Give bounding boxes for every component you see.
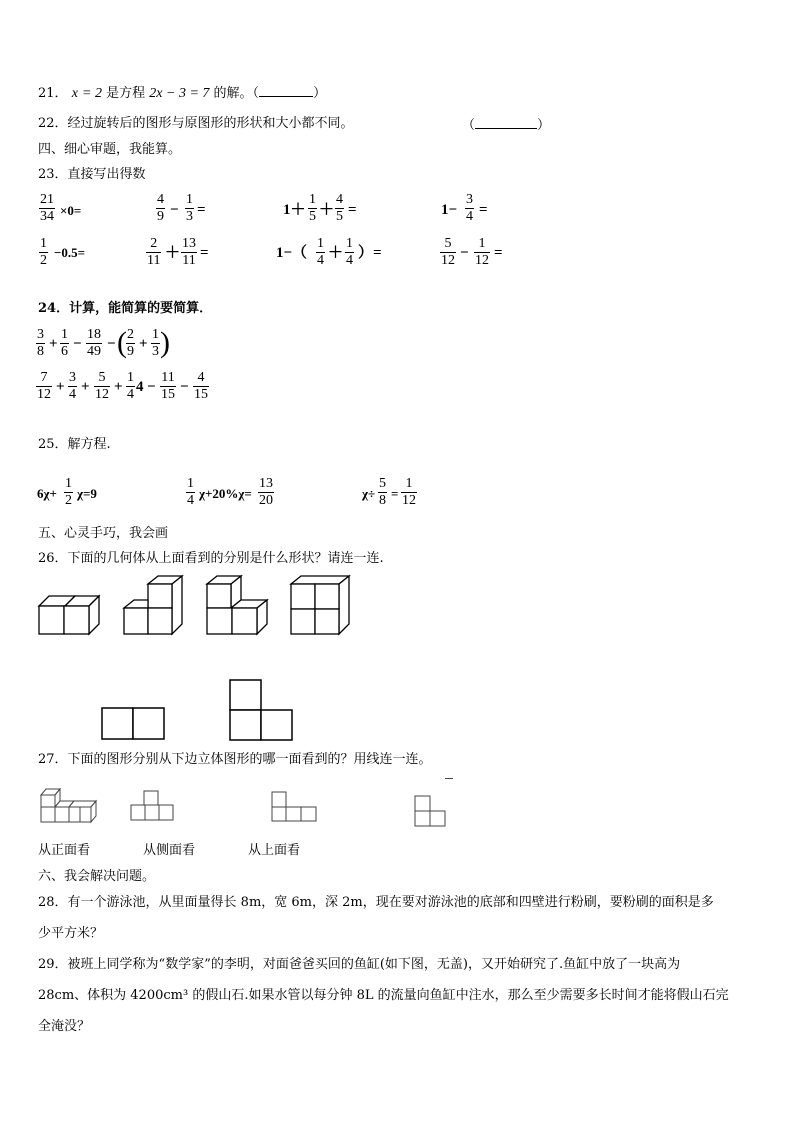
q25-eq3-frac2: 1 12 — [402, 476, 416, 508]
q23-p4-tail: = — [479, 202, 488, 218]
q27-scan-mark — [445, 778, 453, 779]
q23-p6-frac2: 13 11 — [182, 236, 196, 268]
q25-eq2-frac2: 13 20 — [259, 476, 273, 508]
q24-e2-mid: 4 — [136, 379, 144, 395]
q23-p7-tail: ）= — [358, 245, 382, 261]
q24-e2-op4: − — [147, 379, 156, 395]
q26-title: 26．下面的几何体从上面看到的分别是什么形状？请连一连. — [38, 551, 384, 566]
q24-e2-op1: + — [56, 379, 65, 395]
q24-e1-f2: 1 6 — [61, 327, 68, 359]
q23-p7-frac1: 1 4 — [317, 236, 324, 268]
q23-p1-tail: ×0= — [60, 203, 82, 218]
q24-e2-f5: 11 15 — [161, 370, 175, 402]
q24-e1-op2: − — [73, 336, 82, 352]
q24-e1-f1: 3 8 — [37, 327, 44, 359]
q21-line — [38, 84, 326, 102]
q24-e1-f4: 2 9 — [127, 327, 134, 359]
q22-text: 22．经过旋转后的图形与原图形的形状和大小都不同。 — [38, 116, 354, 131]
q21-text2: 的解。（ — [213, 86, 260, 101]
q23-p6-frac1: 2 11 — [147, 236, 161, 268]
q24-e2-op2: + — [81, 379, 90, 395]
q23-p7-frac2: 1 4 — [346, 236, 353, 268]
q27-solid — [38, 785, 100, 825]
q27-label-front: 从正面看 — [38, 843, 91, 858]
q23-p6-tail: = — [200, 245, 209, 261]
q21-text: 是方程 — [106, 86, 146, 101]
q23-p7-lead: 1−（ — [276, 245, 308, 261]
q23-p3-lead: 1＋ — [283, 202, 306, 218]
q23-p8-frac1: 5 12 — [441, 236, 455, 268]
q26-view-two-squares — [101, 707, 167, 741]
q25-eq3-lead: χ÷ — [362, 486, 376, 501]
q23-p2-op: − — [170, 202, 179, 218]
section-5-title: 五、心灵手巧，我会画 — [38, 526, 169, 541]
q23-p3-frac2: 4 5 — [336, 192, 343, 224]
q23-p8-tail: = — [494, 245, 503, 261]
q23-title: 23．直接写出得数 — [38, 167, 146, 182]
q21-x: x — [71, 86, 78, 101]
q24-e2-f1: 7 12 — [37, 370, 51, 402]
q27-view-1 — [130, 790, 176, 822]
q23-p5-frac: 1 2 — [40, 236, 47, 268]
q23-p2-frac1: 4 9 — [157, 192, 164, 224]
q25-eq3-mid: = — [391, 486, 399, 501]
q24-e1-op1: + — [49, 336, 58, 352]
q25-eq2-frac: 1 4 — [187, 476, 194, 508]
q26-solid-4 — [289, 574, 351, 636]
q21-eq-value: = 2 — [82, 86, 102, 101]
q22-open: （ — [462, 118, 476, 133]
q23-p8-frac2: 1 12 — [475, 236, 489, 268]
q24-e2-f4: 1 4 — [127, 370, 134, 402]
q26-solid-3 — [205, 574, 269, 636]
q23-p3-frac1: 1 5 — [309, 192, 316, 224]
q23-p2-tail: = — [197, 202, 206, 218]
q29-line1: 29．被班上同学称为“数学家”的李明，对面爸爸买回的鱼缸(如下图，无盖)，又开始研究了.鱼缸中放了一块高为 — [38, 957, 681, 972]
q21-close: ） — [313, 86, 327, 101]
q22-answer — [462, 116, 550, 134]
q23-p3-op: ＋ — [319, 202, 335, 218]
q23-p6-op: ＋ — [165, 245, 181, 261]
q23-p3-tail: = — [348, 202, 357, 218]
q23-p4-frac: 3 4 — [466, 192, 473, 224]
q24-e2-op5: − — [180, 379, 189, 395]
q23-p2-frac2: 1 3 — [186, 192, 193, 224]
q23-p4-lead: 1− — [441, 202, 458, 218]
q21-expression: 2x − 3 = 7 — [149, 86, 210, 101]
q24-e2-f3: 5 12 — [95, 370, 109, 402]
q29-line2: 28cm、体积为 4200cm³ 的假山石.如果水管以每分钟 8L 的流量向鱼缸中注水，那么至少需要多长时间才能将假山石完 — [38, 988, 729, 1003]
q25-eq1-tail: χ=9 — [77, 486, 97, 501]
q27-label-top: 从上面看 — [248, 843, 301, 858]
q25-eq1-lead: 6χ+ — [37, 486, 57, 501]
q21-answer-blank[interactable] — [259, 84, 313, 97]
q26-view-l-shape — [229, 679, 295, 742]
q22-close: ） — [537, 118, 551, 133]
q25-title: 25．解方程. — [38, 437, 111, 452]
q26-solid-1 — [37, 590, 101, 636]
q25-eq2-mid: χ+20%χ= — [199, 486, 252, 501]
q24-e1-rparen: ) — [160, 326, 170, 359]
q26-solid-2 — [122, 574, 184, 636]
q27-view-2 — [271, 791, 319, 823]
section-4-title: 四、细心审题，我能算。 — [38, 142, 182, 157]
q25-eq1-frac: 1 2 — [65, 476, 72, 508]
q22-answer-blank[interactable] — [475, 116, 537, 129]
q29-line3: 全淹没？ — [38, 1019, 91, 1034]
q21-number: 21． — [38, 86, 68, 101]
q28-line2: 少平方米？ — [38, 926, 104, 941]
q24-title: 24．计算，能简算的要简算． — [38, 301, 213, 316]
q24-e1-f3: 18 49 — [87, 327, 101, 359]
q27-title: 27．下面的图形分别从下边立体图形的哪一面看到的？用线连一连。 — [38, 752, 432, 767]
q24-e1-f5: 1 3 — [152, 327, 159, 359]
q24-e2-op3: + — [114, 379, 123, 395]
q23-p1-frac: 21 34 — [40, 192, 54, 224]
q23-p7-op: ＋ — [328, 245, 344, 261]
q28-line1: 28．有一个游泳池，从里面量得长 8m，宽 6m，深 2m，现在要对游泳池的底部和四壁进行粉刷，要粉刷的面积是多 — [38, 895, 714, 910]
q24-e1-op4: + — [139, 336, 148, 352]
q27-view-3 — [414, 795, 448, 829]
section-6-title: 六、我会解决问题。 — [38, 869, 156, 884]
q24-e2-f6: 4 15 — [194, 370, 208, 402]
q24-e2-f2: 3 4 — [69, 370, 76, 402]
q22-line — [38, 116, 354, 132]
q25-eq3-frac: 5 8 — [379, 476, 386, 508]
q24-e1-op3: − — [107, 336, 116, 352]
q27-label-side: 从侧面看 — [143, 843, 196, 858]
q24-e1-lparen: ( — [117, 326, 127, 359]
q23-p8-op: − — [460, 245, 469, 261]
q23-p5-tail: −0.5= — [54, 245, 86, 260]
